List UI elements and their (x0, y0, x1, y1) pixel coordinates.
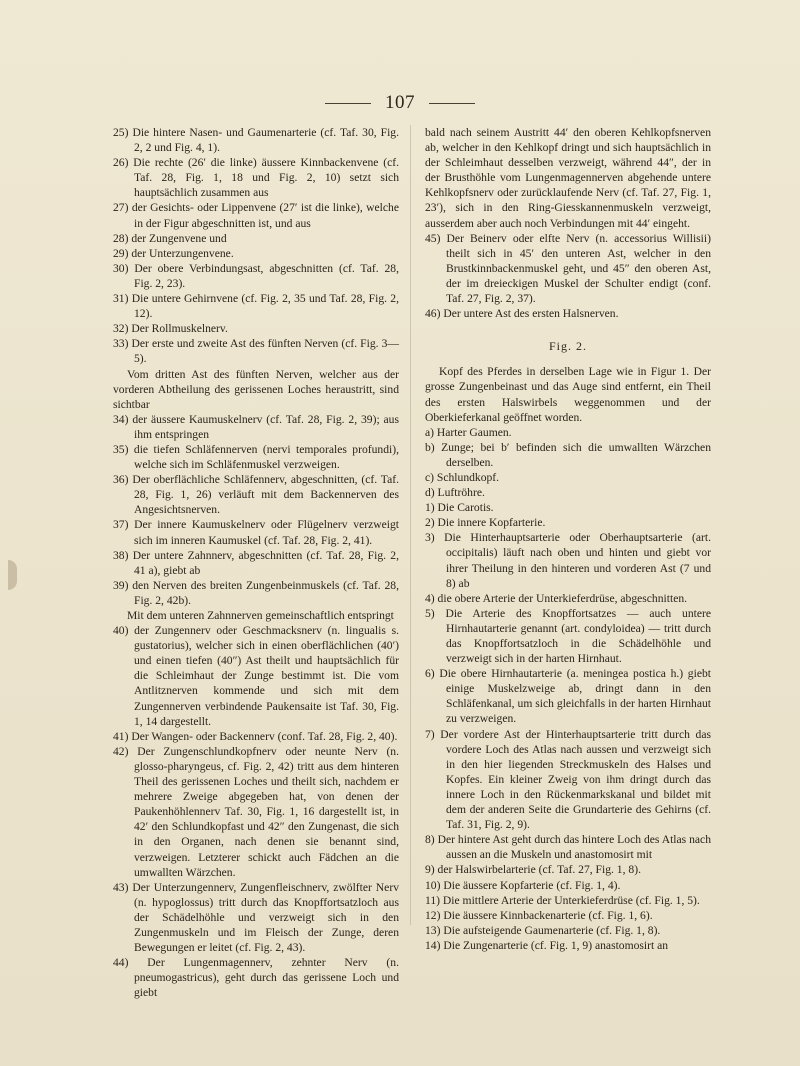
list-item: 14) Die Zungenarterie (cf. Fig. 1, 9) anastomosirt an (425, 938, 669, 952)
list-item: 27) der Gesichts- oder Lippenvene (27′ ist die linke), welche in der Figur abgeschnitten ist, und aus (113, 201, 399, 230)
list-item: 1) Die Carotis. (425, 501, 494, 515)
list-item: 26) Die rechte (26′ die linke) äussere Kinnbackenvene (cf. Taf. 28, Fig. 1, 18 und Fig. 2, 10) setzt sich hauptsächlich zusammen aus (113, 156, 399, 200)
list-item: 3) Die Hinterhauptsarterie oder Oberhauptsarterie (art. occipitalis) läuft nach oben und hinten und giebt vor ihrer Theilung in den hinteren und vorderen Ast (7 und 8) ab (425, 531, 711, 590)
figure-heading: Fig. 2. (548, 339, 587, 354)
list-item: 29) der Unterzungenvene. (113, 246, 234, 260)
list-item: 30) Der obere Verbindungsast, abgeschnitten (cf. Taf. 28, Fig. 2, 23). (113, 261, 399, 290)
list-item: 7) Der vordere Ast der Hinterhauptsarterie tritt durch das vordere Loch des Atlas nach aussen und verzweigt sich in den hier liegenden Streckmuskeln des Halses und Kopfes. Ein kleiner Zweig von ihm dringt durch das innere Loch in den Rückenmarkskanal und bildet mit dem der anderen Seite die Grundarterie des Gehirns (cf. Taf. 31, Fig. 2, 9). (425, 727, 711, 832)
list-item: 2) Die innere Kopfarterie. (425, 516, 546, 530)
list-item: 11) Die mittlere Arterie der Unterkieferdrüse (cf. Fig. 1, 5). (425, 893, 700, 907)
header-rule-right (429, 103, 475, 104)
list-item: 35) die tiefen Schläfennerven (nervi temporales profundi), welche sich im Schläfenmuskel verzweigen. (113, 442, 399, 472)
list-item: 42) Der Zungenschlundkopfnerv oder neunte Nerv (n. glosso-pharyngeus, cf. Fig. 2, 42) tritt aus dem hinteren Theil des gerissenen Loches und theilt sich, nachdem er mehrere Zweige abgegeben hat, von denen der Paukenhöhlennerv Taf. 30, Fig. 1, 16 dargestellt ist, in 42′ den Schlundkopfast und 42″ den Zungenast, die sich in den Organen, nach denen sie benannt sind, verzweigen. Letzterer schickt auch Fädchen an die umwallten Wärzchen. (113, 744, 399, 879)
list-item: d) Luftröhre. (425, 486, 485, 500)
list-item: 32) Der Rollmuskelnerv. (113, 322, 228, 336)
list-item: 12) Die äussere Kinnbackenarterie (cf. Fig. 1, 6). (425, 908, 653, 922)
list-item: 10) Die äussere Kopfarterie (cf. Fig. 1, 4). (425, 878, 621, 892)
list-item: 13) Die aufsteigende Gaumenarterie (cf. Fig. 1, 8). (425, 923, 661, 937)
paragraph: Mit dem unteren Zahnnerven gemeinschaftlich entspringt (127, 609, 394, 622)
list-item: 43) Der Unterzungennerv, Zungenfleischnerv, zwölfter Nerv (n. hypoglossus) tritt durch das Knopffortsatzloch aus der Schädelhöhle und verzweigt sich in den Zungenmuskeln und im Fleisch der Zunge, deren Bewegungen er leitet (cf. Fig. 2, 43). (113, 880, 399, 955)
list-item: 25) Die hintere Nasen- und Gaumenarterie (cf. Taf. 30, Fig. 2, 2 und Fig. 4, 1). (113, 126, 399, 155)
list-item: 36) Der oberflächliche Schläfennerv, abgeschnitten, (cf. Taf. 28, Fig. 1, 26) verläuft mit dem Backennerven des Angesichtsnerven. (113, 473, 399, 517)
right-column (425, 125, 711, 953)
list-item: 34) der äussere Kaumuskelnerv (cf. Taf. 28, Fig. 2, 39); aus ihm entspringen (113, 412, 399, 441)
list-item: 46) Der untere Ast des ersten Halsnerven. (425, 307, 619, 321)
list-item: 9) der Halswirbelarterie (cf. Taf. 27, Fig. 1, 8). (425, 863, 641, 877)
paragraph: bald nach seinem Austritt 44′ den oberen Kehlkopfsnerven ab, welcher in den Kehlkopf dringt und sich hauptsächlich in der Schleimhaut desselben verzweigt, während 44″, der in der Brusthöhle vom Lungenmagennerven abgehende untere Kehlkopfsnerv oder zurücklaufende Nerv (cf. Taf. 27, Fig. 1, 23′), sich in den Ring-Giesskannenmuskeln verzweigt, ausserdem aber auch noch Verbindungen mit 44′ eingeht. (425, 126, 711, 230)
list-item: 31) Die untere Gehirnvene (cf. Fig. 2, 35 und Taf. 28, Fig. 2, 12). (113, 292, 399, 321)
list-item: 45) Der Beinerv oder elfte Nerv (n. accessorius Willisii) theilt sich in 45′ den unteren Ast, welcher in den Brustkinnbackenmuskel geht, und 45″ den oberen Ast, der im dreieckigen Muskel der Schulter endigt (conf. Taf. 27, Fig. 2, 37). (425, 231, 711, 306)
header-rule-left (325, 103, 371, 104)
list-item: 28) der Zungenvene und (113, 231, 227, 245)
list-item: 8) Der hintere Ast geht durch das hintere Loch des Atlas nach aussen an die Muskeln und anastomosirt mit (425, 833, 711, 862)
list-item: 39) den Nerven des breiten Zungenbeinmuskels (cf. Taf. 28, Fig. 2, 42b). (113, 578, 399, 607)
list-item: 38) Der untere Zahnnerv, abgeschnitten (cf. Taf. 28, Fig. 2, 41 a), giebt ab (113, 548, 399, 577)
list-item: 4) die obere Arterie der Unterkieferdrüse, abgeschnitten. (425, 591, 688, 605)
list-item: c) Schlundkopf. (425, 470, 500, 484)
list-item: 44) Der Lungenmagennerv, zehnter Nerv (n. pneumogastricus), geht durch das gerissene Loch und giebt (113, 956, 399, 1000)
list-item: 41) Der Wangen- oder Backennerv (conf. Taf. 28, Fig. 2, 40). (113, 729, 398, 743)
column-divider (410, 125, 411, 925)
list-item: 33) Der erste und zweite Ast des fünften Nerven (cf. Fig. 3—5). (113, 337, 399, 366)
binding-hole-mark (8, 560, 17, 590)
list-item: 37) Der innere Kaumuskelnerv oder Flügelnerv verzweigt sich im inneren Kaumuskel (cf. Taf. 28, Fig. 2, 41). (113, 518, 399, 547)
list-item: 40) der Zungennerv oder Geschmacksnerv (n. lingualis s. gustatorius), welcher sich in einen oberflächlichen (40′) und einen tiefen (40″) Ast theilt und hauptsächlich für die Schleimhaut der Zunge bestimmt ist. Die vom Antlitznerven kommende und sich mit dem Zungennerven verbindende Paukensaite ist Taf. 30, Fig. 1, 14 dargestellt. (113, 624, 399, 728)
list-item: b) Zunge; bei b′ befinden sich die umwallten Wärzchen derselben. (425, 440, 711, 469)
paragraph: Kopf des Pferdes in derselben Lage wie in Figur 1. Der grosse Zungenbeinast und das Auge sind entfernt, ein Theil des ersten Halswirbels weggenommen und der Oberkieferkanal geöffnet worden. (425, 365, 711, 424)
left-column (113, 125, 399, 1000)
list-item: 6) Die obere Hirnhautarterie (a. meningea postica h.) giebt einige Muskelzweige ab, dringt dann in den Schläfenkanal, um sich gleichfalls in der harten Hirnhaut zu verzweigen. (425, 667, 711, 726)
page-header (0, 92, 800, 114)
list-item: a) Harter Gaumen. (425, 425, 512, 439)
page-number: 107 (385, 92, 415, 113)
list-item: 5) Die Arterie des Knopffortsatzes — auch untere Hirnhautarterie genannt (art. condyloidea) — tritt durch das Knopffortsatzloch in die Schädelhöhle und verzweigt sich in der harten Hirnhaut. (425, 606, 711, 666)
paragraph: Vom dritten Ast des fünften Nerven, welcher aus der vorderen Abtheilung des gerissenen Loches heraustritt, sind sichtbar (113, 367, 399, 411)
